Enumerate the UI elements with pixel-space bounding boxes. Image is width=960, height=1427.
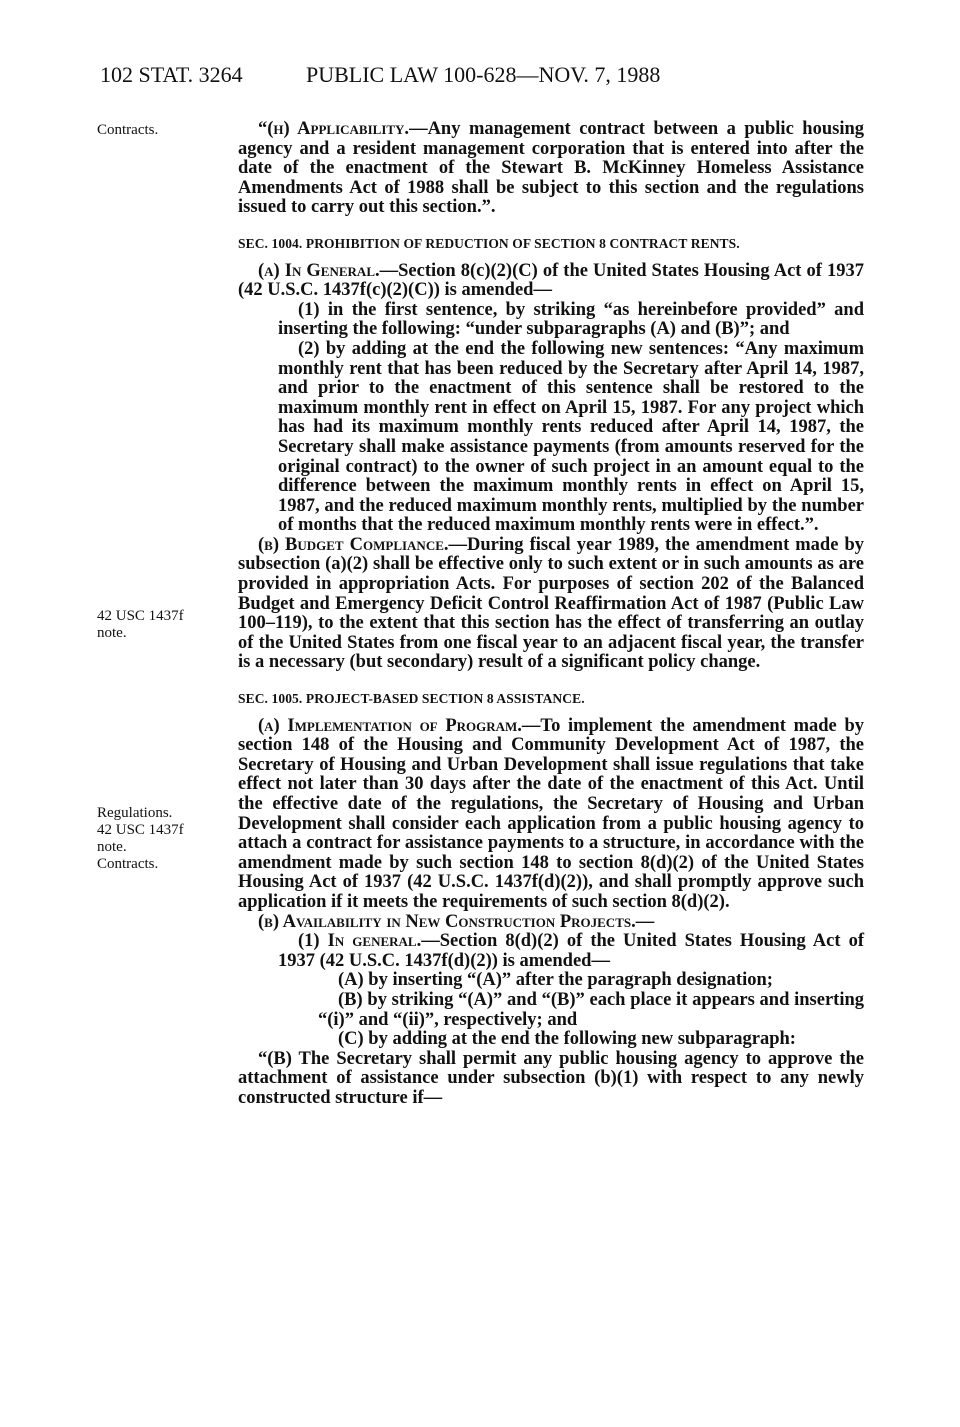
subsection-heading: (b) Budget Compliance. [258,534,449,555]
subsection-heading: (b) Availability in New Construction Projects. [258,911,636,932]
margin-note-contracts: Contracts. [97,856,159,872]
subparagraph-B: (B) by striking “(A)” and “(B)” each place it appears and inserting “(i)” and “(ii)”, respectively; and [318,989,864,1030]
subsection-a-general: (a) In General.—Section 8(c)(2)(C) of the United States Housing Act of 1937 (42 U.S.C. 1437f(c)(2)(C)) is amended— [238,260,864,301]
margin-note-contracts: Contracts. [97,122,159,138]
stat-page-number: 102 STAT. 3264 [100,62,243,87]
quoted-subparagraph-B: “(B) The Secretary shall permit any public housing agency to approve the attachment of assistance under subsection (b)(1) with respect to any newly constructed structure if— [238,1048,864,1108]
public-law-citation: PUBLIC LAW 100-628—NOV. 7, 1988 [306,62,661,87]
subsection-b-availability: (b) Availability in New Construction Projects.— [258,911,655,932]
statute-body [238,120,864,1109]
margin-note-usc: 42 USC 1437f note. [97,608,184,641]
paragraph-b-1: (1) In general.—Section 8(d)(2) of the United States Housing Act of 1937 (42 U.S.C. 1437f(d)(2)) is amended— [278,931,864,971]
section-heading-1004: SEC. 1004. PROHIBITION OF REDUCTION OF SECTION 8 CONTRACT RENTS. [238,235,740,251]
subsection-heading: (a) Implementation of Program. [258,715,522,736]
paragraph-2: (2) by adding at the end the following new sentences: “Any maximum monthly rent that has been reduced by the Secretary after April 14, 1987, and prior to the enactment of this sentence shall be restored to the maximum monthly rent in effect on April 15, 1987. For any project which has had its maximum monthly rents reduced after April 14, 1987, the Secretary shall make assistance payments (from amounts reserved for the original contract) to the owner of such project in an amount equal to the difference between the maximum monthly rents in effect on April 15, 1987, and the reduced maximum monthly rents, multiplied by the number of months that the reduced maximum monthly rents were in effect.”. [278,338,864,536]
section-heading-1005: SEC. 1005. PROJECT-BASED SECTION 8 ASSISTANCE. [238,691,585,707]
subsection-b-budget: (b) Budget Compliance.—During fiscal year 1989, the amendment made by subsection (a)(2) shall be effective only to such extent or in such amounts as are provided in appropriation Acts. For purposes of section 202 of the Balanced Budget and Emergency Deficit Control Reaffirmation Act of 1987 (Public Law 100–119), to the extent that this section has the effect of transferring an outlay of the United States from one fiscal year to an adjacent fiscal year, the transfer is a necessary (but secondary) result of a significant policy change. [238,534,865,673]
subsection-a-implementation: (a) Implementation of Program.—To implement the amendment made by section 148 of the Housing and Community Development Act of 1987, the Secretary of Housing and Urban Development shall issue regulations that take effect not later than 30 days after the date of the enactment of this Act. Until the effective date of the regulations, the Secretary of Housing and Urban Development shall consider each application from a public housing agency to attach a contract for assistance payments to a structure, in accordance with the amendment made by such section 148 to section 8(d)(2) of the United States Housing Act of 1937 (42 U.S.C. 1437f(d)(2)), and shall promptly approve such application if it meets the requirements of such section 8(d)(2). [238,715,864,912]
paragraph-1: (1) in the first sentence, by striking “as hereinbefore provided” and inserting the following: “under subparagraphs (A) and (B)”; and [278,299,864,340]
margin-note-usc: 42 USC 1437f note. [97,822,184,855]
margin-note-regulations: Regulations. [97,805,173,821]
subparagraph-A: (A) by inserting “(A)” after the paragraph designation; [338,970,773,991]
subparagraph-C: (C) by adding at the end the following new subparagraph: [338,1029,796,1050]
running-header [100,62,880,92]
paragraph-heading: (1) In general. [298,931,422,952]
subsection-heading: “(h) Applicability. [258,119,410,139]
subsection-h: “(h) Applicability.—Any management contract between a public housing agency and a resident management corporation that is entered into after the date of the enactment of the Stewart B. McKinney Homeless Assistance Amendments Act of 1988 shall be subject to this section and the regulations issued to carry out this section.”. [238,119,864,218]
subsection-heading: (a) In General. [258,260,380,281]
